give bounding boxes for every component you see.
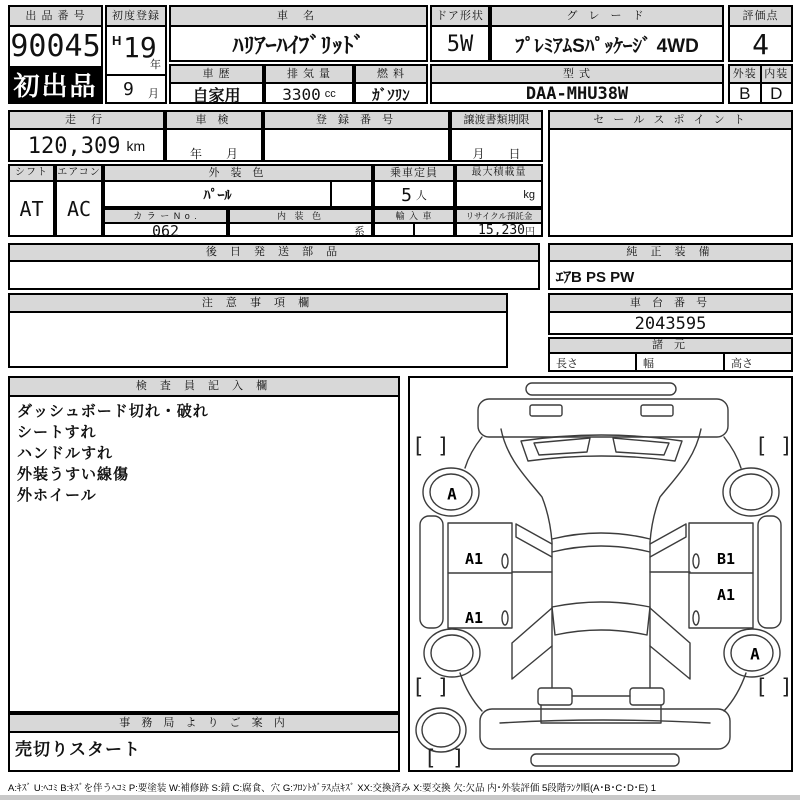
- bracket-open: [: [424, 746, 437, 770]
- spec-length-label: 長さ: [550, 354, 637, 372]
- later-shipped-parts-box: [8, 243, 540, 290]
- bracket-close: ]: [437, 434, 450, 458]
- damage-code-legend: A:ｷｽﾞ U:ﾍｺﾐ B:ｷｽﾞを伴うﾍｺﾐ P:要塗装 W:補修跡 S:錆 C:腐食、穴 G:ﾌﾛﾝﾄｶﾞﾗｽ点ｷｽﾞ XX:交換済み X:要交換 欠:欠品 内･外装評価 5段階ﾗﾝｸ順(A･B･C･D･E) 1: [8, 783, 656, 794]
- inspector-note-line: ダッシュボード切れ・破れ: [17, 403, 209, 420]
- sales-point-box: [548, 110, 793, 237]
- inspector-note-line: 外ホイール: [17, 487, 97, 504]
- import-car-label: 輸 入 車: [375, 210, 453, 224]
- history-label: 車 歴: [171, 66, 262, 84]
- inspector-notes-box: [8, 376, 400, 713]
- exterior-grade: B: [730, 84, 762, 104]
- exterior-color-label: 外 装 色: [105, 166, 371, 182]
- damage-mark-right-rear-wheel: A: [750, 644, 760, 664]
- oem-equipment-label: 純 正 装 備: [550, 245, 791, 262]
- shaken-value: 年 月: [189, 147, 238, 161]
- inspector-notes-label: 検 査 員 記 入 欄: [10, 378, 398, 397]
- inspector-notes-body: [10, 397, 398, 510]
- max-load-box: [455, 164, 543, 208]
- capacity-value-cell: [375, 182, 453, 208]
- door-shape-label: ドア形状: [432, 7, 488, 27]
- exterior-interior-box: [728, 64, 793, 104]
- bracket-open: [: [755, 434, 768, 458]
- chassis-number-box: [548, 293, 793, 335]
- bottom-edge-strip: [0, 795, 800, 800]
- spec-height-label: 高さ: [731, 358, 753, 370]
- damage-mark-left-rear-door: A1: [464, 609, 484, 627]
- era-code: H: [112, 33, 122, 48]
- car-diagram-svg: [410, 378, 791, 770]
- interior-color-value-cell: [230, 224, 371, 237]
- registration-number-label: 登 録 番 号: [265, 112, 448, 130]
- color-number-value: 062: [151, 224, 180, 237]
- color-number-box: [103, 208, 228, 237]
- first-registration-year-cell: [107, 27, 165, 76]
- bracket-open: [: [755, 675, 768, 699]
- exterior-color-box: [103, 164, 373, 208]
- sales-point-label: セ ー ル ス ポ イ ン ト: [550, 112, 791, 130]
- exterior-color-row: [105, 182, 371, 208]
- history-box: [169, 64, 264, 104]
- mileage-unit: km: [126, 138, 146, 154]
- inspector-note-line: シートすれ: [17, 424, 97, 441]
- score-box: [728, 5, 793, 62]
- bracket-close: ]: [452, 746, 465, 770]
- exterior-color-value: ﾊﾟｰﾙ: [203, 187, 232, 203]
- exterior-interior-headers: [730, 66, 791, 84]
- bracket-close: ]: [780, 434, 793, 458]
- car-name-box: [169, 5, 428, 62]
- bracket-open: [: [412, 434, 425, 458]
- interior-color-suffix: 系: [354, 225, 365, 237]
- notice-value: [10, 313, 506, 317]
- car-name-label: 車 名: [171, 7, 426, 27]
- interior-color-label: 内 装 色: [230, 210, 371, 224]
- max-load-value-cell: [457, 182, 541, 208]
- aircon-value: AC: [66, 196, 92, 221]
- first-registration-month-cell: [107, 76, 165, 104]
- bracket-close: ]: [780, 675, 793, 699]
- mileage-box: [8, 110, 165, 162]
- lot-number-value: 90045: [10, 29, 101, 64]
- displacement-box: [264, 64, 354, 104]
- door-shape-box: [430, 5, 490, 62]
- score-value: 4: [752, 28, 769, 61]
- capacity-box: [373, 164, 455, 208]
- notice-box: [8, 293, 508, 368]
- bracket-close: ]: [437, 675, 450, 699]
- import-car-box: [373, 208, 455, 237]
- shaken-box: [165, 110, 263, 162]
- damage-mark-right-front-door: B1: [716, 550, 736, 568]
- specs-box: [548, 337, 793, 372]
- model-code-label: 型 式: [432, 66, 722, 84]
- max-load-label: 最大積載量: [457, 166, 541, 182]
- aircon-box: [55, 164, 103, 237]
- exterior-color-extra-cell: [330, 182, 371, 208]
- mileage-value: 120,309: [27, 133, 121, 159]
- specs-label: 諸 元: [550, 339, 791, 354]
- interior-grade: D: [770, 84, 783, 103]
- recycle-deposit-value: 15,230: [478, 224, 525, 237]
- capacity-value: 5: [401, 184, 412, 206]
- displacement-value: 3300: [282, 84, 321, 104]
- model-code-box: [430, 64, 724, 104]
- shift-box: [8, 164, 55, 237]
- recycle-deposit-box: [455, 208, 543, 237]
- exterior-label: 外装: [730, 66, 762, 82]
- inspector-note-line: 外装うすい線傷: [17, 466, 130, 483]
- fuel-value: ｶﾞｿﾘﾝ: [372, 86, 410, 104]
- max-load-unit: kg: [523, 189, 535, 201]
- damage-diagram-box: [408, 376, 793, 772]
- mileage-value-cell: [10, 130, 163, 162]
- chassis-number-label: 車 台 番 号: [550, 295, 791, 313]
- damage-mark-front-left-wheel: A: [447, 484, 457, 504]
- office-notice-value: 売切りスタート: [15, 740, 141, 759]
- color-number-label: カ ラ ー N o .: [105, 210, 226, 224]
- mileage-label: 走 行: [10, 112, 163, 130]
- fuel-box: [354, 64, 428, 104]
- grade-label: グ レ ー ド: [492, 7, 722, 27]
- spec-width-label: 幅: [637, 354, 725, 372]
- door-shape-value: 5W: [446, 32, 474, 57]
- damage-mark-right-rear-door: A1: [716, 586, 736, 604]
- displacement-label: 排 気 量: [266, 66, 352, 84]
- registration-year: 19: [123, 31, 157, 64]
- exterior-interior-values: [730, 84, 791, 104]
- notice-label: 注 意 事 項 欄: [10, 295, 506, 313]
- transfer-docs-value: 月 日: [472, 147, 521, 161]
- shift-value: AT: [19, 196, 44, 221]
- sales-point-value: [550, 130, 791, 138]
- registration-month: 9: [123, 79, 134, 100]
- specs-row: [550, 354, 791, 372]
- shift-label: シフト: [10, 166, 53, 182]
- registration-number-box: [263, 110, 450, 162]
- displacement-unit: cc: [324, 88, 336, 100]
- lot-number-box: [8, 5, 103, 104]
- year-unit: 年: [150, 59, 161, 71]
- displacement-value-cell: [266, 84, 352, 104]
- model-code-value: DAA-MHU38W: [525, 84, 629, 104]
- bracket-open: [: [412, 675, 425, 699]
- first-registration-box: [105, 5, 167, 104]
- recycle-deposit-unit: 円: [525, 227, 535, 237]
- capacity-unit: 人: [415, 190, 427, 202]
- later-shipped-parts-label: 後 日 発 送 部 品: [10, 245, 538, 262]
- grade-box: [490, 5, 724, 62]
- office-notice-label: 事 務 局 よ り ご 案 内: [10, 715, 398, 733]
- transfer-docs-label: 譲渡書類期限: [452, 112, 541, 130]
- import-car-cell-left: [375, 224, 415, 237]
- chassis-number-value: 2043595: [634, 314, 707, 334]
- oem-equipment-value: ｴｱB PS PW: [556, 268, 635, 286]
- interior-label: 内装: [762, 66, 792, 82]
- recycle-deposit-value-cell: [457, 224, 541, 237]
- history-value: 自家用: [192, 87, 241, 104]
- first-listing-badge: 初出品: [10, 66, 101, 102]
- month-unit: 月: [148, 88, 159, 100]
- shaken-label: 車 検: [167, 112, 261, 130]
- aircon-label: エアコン: [57, 166, 101, 182]
- first-registration-label: 初度登録: [107, 7, 165, 27]
- office-notice-box: [8, 713, 400, 772]
- capacity-label: 乗車定員: [375, 166, 453, 182]
- later-shipped-parts-value: [10, 262, 538, 266]
- inspector-note-line: ハンドルすれ: [17, 445, 114, 462]
- car-name-value: ﾊﾘｱｰﾊｲﾌﾞﾘｯﾄﾞ: [232, 33, 365, 58]
- damage-mark-left-front-door: A1: [464, 550, 484, 568]
- grade-value: ﾌﾟﾚﾐｱﾑSﾊﾟｯｹｰｼﾞ 4WD: [515, 36, 699, 57]
- score-label: 評価点: [730, 7, 791, 27]
- lot-number-label: 出 品 番 号: [10, 7, 101, 27]
- recycle-deposit-label: リサイクル預託金: [457, 210, 541, 224]
- interior-color-box: [228, 208, 373, 237]
- oem-equipment-box: [548, 243, 793, 290]
- fuel-label: 燃 料: [356, 66, 426, 84]
- import-car-cell-right: [415, 224, 453, 237]
- import-car-row: [375, 224, 453, 237]
- transfer-docs-box: [450, 110, 543, 162]
